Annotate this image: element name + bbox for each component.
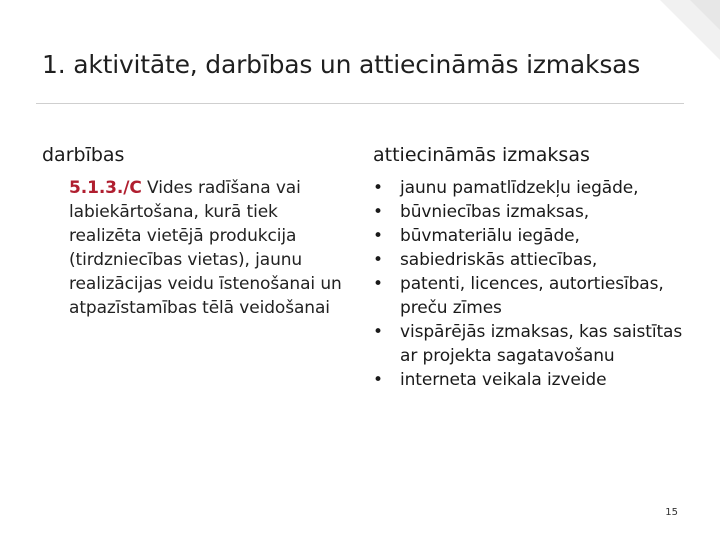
list-item	[373, 320, 693, 368]
activity-text: Vides radīšana vai labiekārtošana, kurā tiek realizēta vietējā produkcija (tirdzniecības vietas), jaunu realizācijas veidu īstenošanai un atpazīstamības tēlā veidošanai	[69, 178, 342, 318]
bullet-icon: •	[373, 370, 383, 390]
eligible-costs-list	[373, 176, 693, 392]
slide-title: 1. aktivitāte, darbības un attiecināmās izmaksas	[42, 50, 641, 79]
list-item-text: vispārējās izmaksas, kas saistītas ar projekta sagatavošanu	[400, 322, 683, 366]
bullet-icon: •	[373, 250, 383, 270]
list-item-text: jaunu pamatlīdzekļu iegāde,	[400, 178, 639, 198]
bullet-icon: •	[373, 202, 383, 222]
list-item-text: interneta veikala izveide	[400, 370, 607, 390]
list-item-text: būvniecības izmaksas,	[400, 202, 590, 222]
activity-description	[69, 176, 344, 320]
list-item	[373, 368, 693, 392]
right-column-heading: attiecināmās izmaksas	[373, 144, 590, 166]
list-item	[373, 224, 693, 248]
left-column-heading: darbības	[42, 144, 125, 166]
list-item	[373, 248, 693, 272]
list-item	[373, 200, 693, 224]
bullet-icon: •	[373, 322, 383, 342]
list-item	[373, 272, 693, 320]
list-item-text: sabiedriskās attiecības,	[400, 250, 598, 270]
list-item-text: būvmateriālu iegāde,	[400, 226, 580, 246]
list-item-text: patenti, licences, autortiesības, preču zīmes	[400, 274, 664, 318]
bullet-icon: •	[373, 274, 383, 294]
page-number: 15	[665, 507, 678, 518]
bullet-icon: •	[373, 226, 383, 246]
left-column	[42, 143, 342, 320]
list-item	[373, 176, 693, 200]
title-divider	[36, 103, 684, 104]
right-column	[373, 143, 693, 392]
activity-code: 5.1.3./C	[69, 178, 142, 198]
bullet-icon: •	[373, 178, 383, 198]
